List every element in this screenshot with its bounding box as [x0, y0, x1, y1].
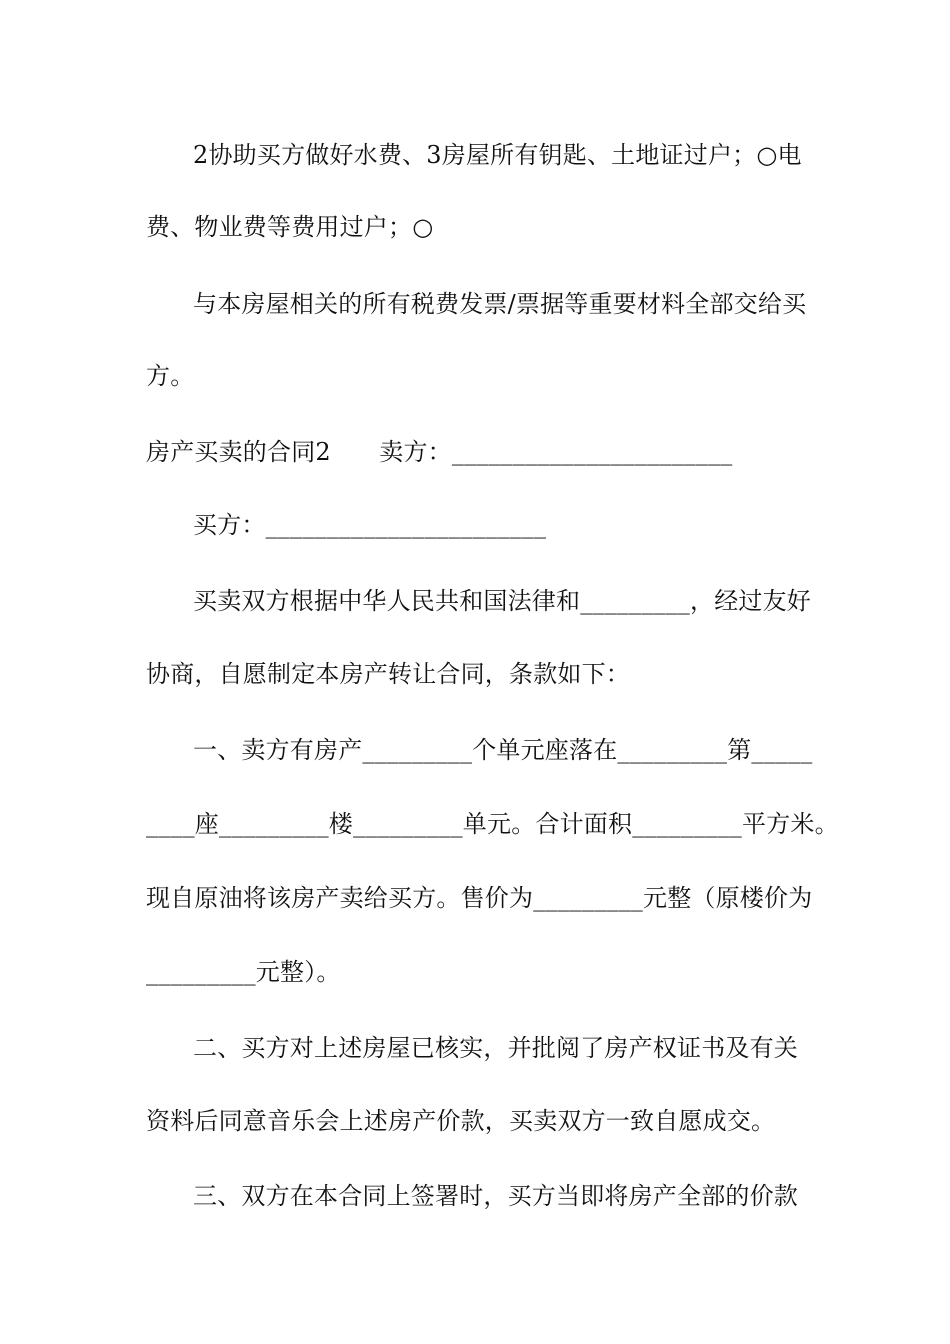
clause-three-line-1: 三、双方在本合同上签署时，买方当即将房产全部的价款 — [193, 1182, 798, 1210]
buyer-line: 买方：_______________________ — [193, 511, 547, 539]
clause-two-line-2: 资料后同意音乐会上述房产价款，买卖双方一致自愿成交。 — [146, 1107, 776, 1135]
clause-one-line-4: _________元整）。 — [146, 958, 341, 986]
clause-two-line-1: 二、买方对上述房屋已核实，并批阅了房产权证书及有关 — [193, 1034, 798, 1062]
paragraph-line-2: 费、物业费等费用过户；○ — [146, 213, 434, 241]
clause-one-line-2: ____座_________楼_________单元。合计面积_________平方米。 — [146, 810, 839, 838]
paragraph-line-1: 2协助买方做好水费、3房屋所有钥匙、土地证过户；○电 — [193, 141, 802, 169]
clause-one-line-3: 现自原油将该房产卖给买方。售价为_________元整（原楼价为 — [146, 884, 813, 912]
clause-one-line-1: 一、卖方有房产_________个单元座落在_________第_____ — [193, 736, 813, 764]
paragraph-line-4: 方。 — [146, 362, 195, 390]
paragraph-line-8: 协商，自愿制定本房产转让合同，条款如下： — [146, 660, 630, 688]
contract-heading-seller-line: 房产买卖的合同2 卖方：_______________________ — [146, 438, 733, 466]
paragraph-line-3: 与本房屋相关的所有税费发票/票据等重要材料全部交给买 — [193, 290, 807, 318]
paragraph-line-7: 买卖双方根据中华人民共和国法律和_________，经过友好 — [193, 587, 811, 615]
